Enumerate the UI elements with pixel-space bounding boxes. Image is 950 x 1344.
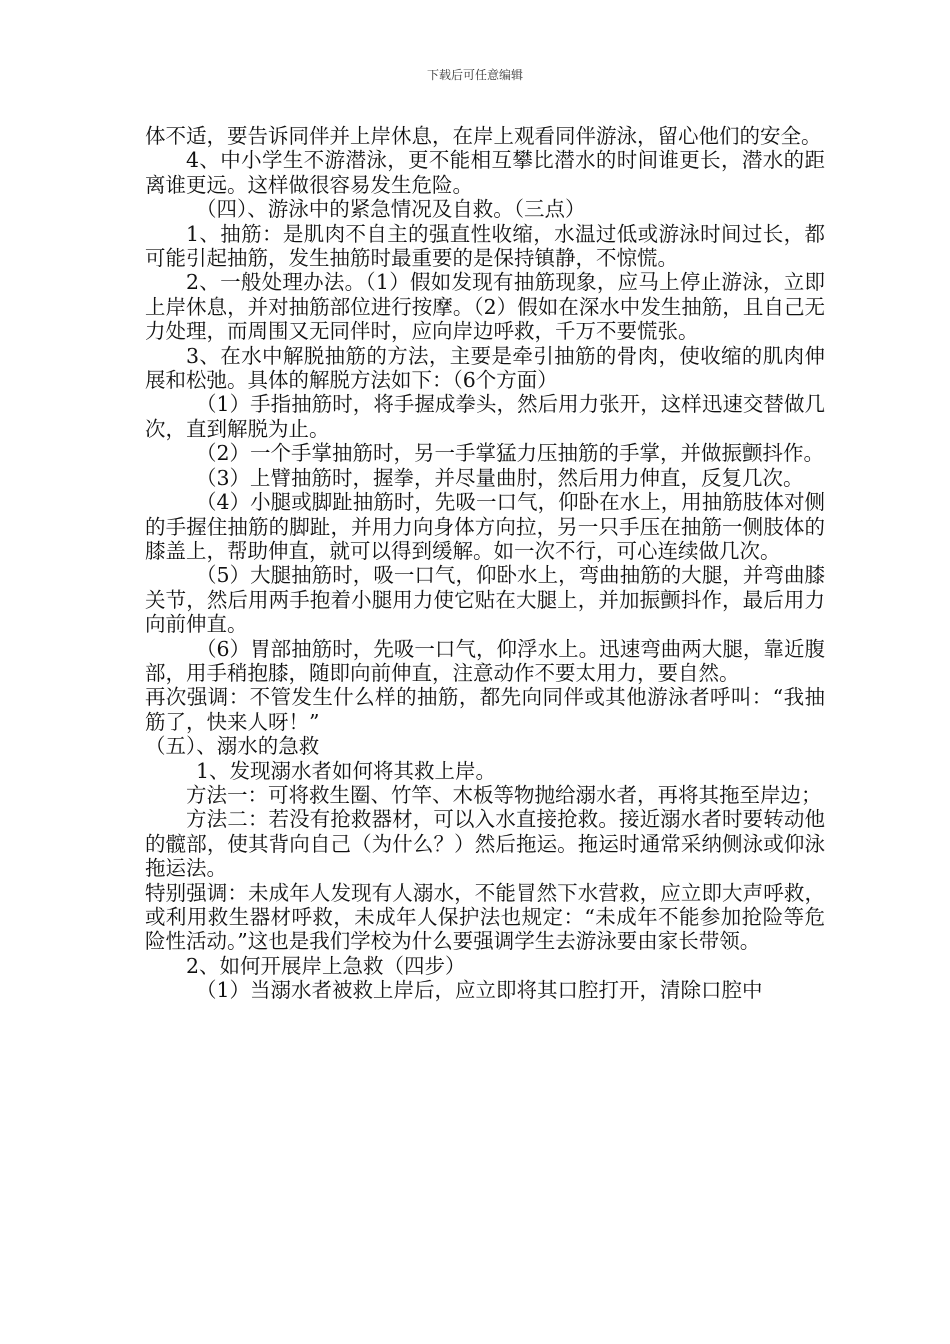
paragraph: 3、在水中解脱抽筋的方法，主要是牵引抽筋的骨肉，使收缩的肌肉伸展和松弛。具体的解脱方法如下：（6个方面） bbox=[145, 343, 825, 393]
paragraph: 体不适，要告诉同伴并上岸休息，在岸上观看同伴游泳，留心他们的安全。 bbox=[145, 124, 822, 148]
paragraph: （四）、游泳中的紧急情况及自救。（三点） bbox=[196, 197, 586, 222]
paragraph: 2、如何开展岸上急救（四步） bbox=[186, 953, 466, 978]
paragraph: （6）胃部抽筋时，先吸一口气，仰浮水上。迅速弯曲两大腿，靠近腹部，用手稍抱膝，随即向前伸直，注意动作不要太用力，要自然。 bbox=[145, 636, 825, 685]
paragraph: 方法一：可将救生圈、竹竿、木板等物抛给溺水者，再将其拖至岸边； bbox=[186, 782, 822, 807]
paragraph: （5）大腿抽筋时，吸一口气，仰卧水上，弯曲抽筋的大腿，并弯曲膝关节，然后用两手抱着小腿用力使它贴在大腿上，并加振颤抖作，最后用力向前伸直。 bbox=[145, 563, 825, 637]
document-body bbox=[145, 124, 825, 1003]
paragraph: （4）小腿或脚趾抽筋时，先吸一口气，仰卧在水上，用抽筋肢体对侧的手握住抽筋的脚趾，并用力向身体方向拉，另一只手压在抽筋一侧肢体的膝盖上，帮助伸直，就可以得到缓解。如一次不行，可心连续做几次。 bbox=[145, 490, 825, 563]
paragraph: 方法二：若没有抢救器材，可以入水直接抢救。接近溺水者时要转动他的髋部，使其背向自己（为什么？）然后拖运。拖运时通常采纳侧泳或仰泳拖运法。 bbox=[145, 807, 825, 881]
paragraph: （1）当溺水者被救上岸后，应立即将其口腔打开，清除口腔中 bbox=[196, 978, 763, 1003]
paragraph: 1、发现溺水者如何将其救上岸。 bbox=[196, 758, 497, 783]
page-header: 下载后可任意编辑 bbox=[426, 68, 523, 82]
paragraph: 4、中小学生不游潜泳，更不能相互攀比潜水的时间谁更长，潜水的距离谁更远。这样做很容易发生危险。 bbox=[145, 148, 825, 197]
paragraph: （五）、溺水的急救 bbox=[145, 734, 320, 759]
paragraph: （3）上臂抽筋时，握拳，并尽量曲肘，然后用力伸直，反复几次。 bbox=[196, 465, 804, 490]
paragraph: 1、抽筋：是肌肉不自主的强直性收缩，水温过低或游泳时间过长，都可能引起抽筋，发生抽筋时最重要的是保持镇静，不惊慌。 bbox=[145, 221, 825, 271]
paragraph: 特别强调：未成年人发现有人溺水，不能冒然下水营救，应立即大声呼救，或利用救生器材呼救，未成年人保护法也规定：“未成年不能参加抢险等危险性活动。”这也是我们学校为什么要强调学生去游泳要由家长带领。 bbox=[145, 880, 825, 954]
paragraph: 2、一般处理办法。（1）假如发现有抽筋现象，应马上停止游泳，立即上岸休息，并对抽筋部位进行按摩。（2）假如在深水中发生抽筋，且自己无力处理，而周围又无同伴时，应向岸边呼救，千万不要慌张。 bbox=[145, 270, 825, 344]
paragraph: （1）手指抽筋时，将手握成拳头，然后用力张开，这样迅速交替做几次，直到解脱为止。 bbox=[145, 392, 825, 441]
paragraph: （2）一个手掌抽筋时，另一手掌猛力压抽筋的手掌，并做振颤抖作。 bbox=[196, 441, 825, 466]
paragraph: 再次强调：不管发生什么样的抽筋，都先向同伴或其他游泳者呼叫：“我抽筋了，快来人呀！” bbox=[145, 685, 825, 734]
